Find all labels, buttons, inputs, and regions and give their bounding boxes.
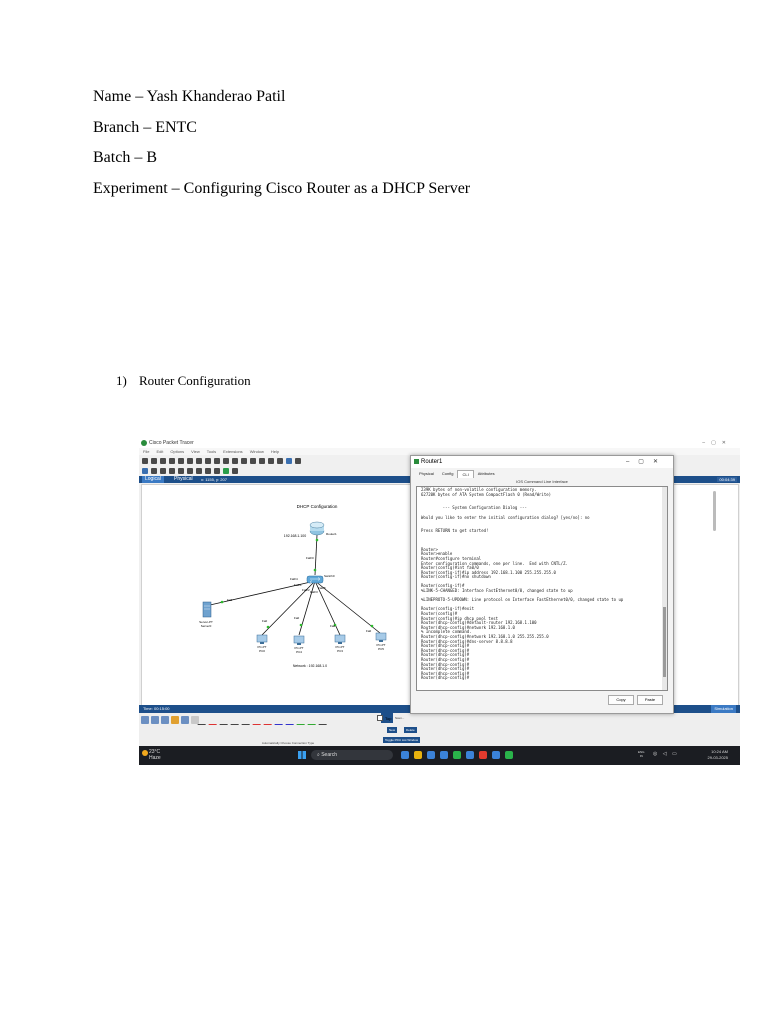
cluster-icon[interactable]: [286, 458, 292, 464]
zoom-reset-icon[interactable]: [241, 458, 247, 464]
add-simple-pdu-icon[interactable]: [223, 468, 229, 474]
pc5-port-label: Fa0: [366, 629, 372, 633]
experiment-line: Experiment – Configuring Cisco Router as a DHCP Server: [93, 180, 471, 197]
windows-taskbar: [139, 746, 740, 765]
toggle-pdu-list-button[interactable]: Toggle PDU List Window: [385, 738, 419, 742]
delete-scenario-button[interactable]: Delete: [406, 728, 415, 732]
pc3-name-label: PC3: [337, 649, 343, 653]
copy-button[interactable]: Copy: [608, 695, 634, 705]
save-as-icon[interactable]: [169, 458, 175, 464]
tab-physical[interactable]: Physical: [174, 476, 193, 482]
pc4-port-label: Fa0: [294, 616, 300, 620]
cli-scroll-thumb[interactable]: [663, 607, 666, 677]
secondary-toolbar: [139, 466, 412, 475]
new-file-icon[interactable]: [142, 458, 148, 464]
switch-port-label-fa04: Fa0/4: [290, 577, 298, 581]
switch-name-label: Switch0: [324, 574, 335, 578]
cli-output: 239K bytes of non-volatile configuration memory. 62720K bytes of ATA System CompactFlash 0 (Read/Write) --- System Configuration Dialog --- Would you like to enter the initial configuration dialog? [yes/no]: no Press RETURN to get started! Router> Router>enable Router#configure terminal Enter configuration commands, one per line. End with CNTL/Z. Router(config)#int fa0/0 Router(config-if)#ip address 192.168.1.100 255.255.255.0 Router(config-if)#no shutdown Router(config-if)# %LINK-5-CHANGED: Interface FastEthernet0/0, changed state to up %LINEPROTO-5-UPDOWN: Line protocol on Interface FastEthernet0/0, changed state to up Router(config-if)#exit Router(config)# Router(config)#ip dhcp pool test Router(dhcp-config)#default-router 192.168.1.100 Router(dhcp-config)#network 192.168.1.0 % Incomplete command. Router(dhcp-config)#network 192.168.1.0 255.255.255.0 Router(dhcp-config)#dns-server 8.8.8.8 Router(dhcp-config)# Router(dhcp-config)# Router(dhcp-config)# Router(dhcp-config)# Router(dhcp-config)# Router(dhcp-config)# Router(dhcp-config)# Router(dhcp-config)#: [421, 487, 624, 681]
pc3-type-label: PC-PT: [335, 645, 345, 649]
taskbar-search-label: Search: [321, 752, 338, 758]
connection-type-label: Automatically Choose Connection Type: [261, 741, 315, 745]
taskbar-search-box[interactable]: [311, 750, 393, 760]
freeform-icon[interactable]: [214, 468, 220, 474]
menu-options[interactable]: Options: [170, 449, 185, 454]
clock-date: 29-03-2025: [707, 755, 728, 760]
custom-device-icon[interactable]: [268, 458, 274, 464]
lang-bottom: IN: [639, 754, 643, 758]
tab-config[interactable]: Config: [441, 471, 454, 476]
physical-coords: x: 1155, y: 207: [201, 477, 227, 482]
router-ip-label: 192.168.1.100: [283, 534, 307, 538]
router-icon[interactable]: [310, 522, 324, 535]
windows-start-icon[interactable]: [298, 751, 306, 759]
menu-help[interactable]: Help: [270, 449, 280, 454]
save-icon[interactable]: [160, 458, 166, 464]
server-port-label: Fa0: [227, 598, 233, 602]
switch-port-label-fa05: Fa0/5: [318, 586, 326, 590]
open-file-icon[interactable]: [151, 458, 157, 464]
switch-port-label-fa03: Fa0/3: [310, 590, 318, 594]
router-window-tabs: [415, 470, 499, 478]
simulation-mode-button[interactable]: Simulation: [711, 705, 736, 713]
copy-icon[interactable]: [196, 458, 202, 464]
pc0-type-label: PC-PT: [257, 645, 267, 649]
menu-edit[interactable]: Edit: [156, 449, 164, 454]
connections-icon[interactable]: [171, 716, 179, 724]
name-line: Name – Yash Khanderao Patil: [93, 88, 286, 105]
pt-menu-bar: [139, 448, 740, 455]
inspect-icon[interactable]: [151, 468, 157, 474]
weather-temp: 23°C: [149, 749, 161, 755]
pc0-port-label: Fa0: [262, 619, 268, 623]
router-name-label: Router1: [326, 532, 337, 536]
language-indicator[interactable]: [638, 750, 645, 758]
packet-tracer-logo-icon: [141, 440, 147, 446]
delete-icon[interactable]: [160, 468, 166, 474]
scenario-label: Scen...: [395, 716, 405, 720]
weather-widget[interactable]: [149, 749, 161, 761]
menu-window[interactable]: Window: [249, 449, 264, 454]
taskbar-apps: [401, 751, 513, 759]
end-devices-icon[interactable]: [151, 716, 159, 724]
note-icon[interactable]: [178, 468, 184, 474]
section-heading: [116, 373, 251, 389]
main-toolbar: [139, 456, 412, 465]
tab-logical[interactable]: Logical: [142, 476, 164, 483]
print-icon[interactable]: [178, 458, 184, 464]
top-checkbox-row[interactable]: [377, 715, 391, 722]
switch-port-label-fa02: Fa0/2: [302, 588, 310, 592]
top-checkbox[interactable]: [377, 715, 383, 721]
router-port-label: Fa0/0: [306, 556, 314, 560]
lang-top: ENG: [638, 750, 645, 754]
pc4-type-label: PC-PT: [294, 646, 304, 650]
task-view-icon[interactable]: [401, 751, 409, 759]
chrome-icon[interactable]: [479, 751, 487, 759]
pc3-port-label: Fa0: [330, 624, 336, 628]
edge-browser-icon[interactable]: [427, 751, 435, 759]
weather-condition: Haze: [149, 755, 161, 761]
device-category-row: [141, 716, 199, 724]
resize-icon[interactable]: [169, 468, 175, 474]
section-title: Router Configuration: [139, 373, 251, 388]
line-icon[interactable]: [187, 468, 193, 474]
photos-icon[interactable]: [492, 751, 500, 759]
top-checkbox-label: Top: [385, 716, 392, 721]
clock-badge: 00:04:39: [719, 477, 735, 482]
branch-line: Branch – ENTC: [93, 119, 197, 136]
server-type-label: Server-PT: [199, 620, 213, 624]
menu-tools[interactable]: Tools: [206, 449, 217, 454]
pc0-name-label: PC0: [259, 649, 265, 653]
router-window-title-bar[interactable]: [411, 456, 673, 468]
misc-icon[interactable]: [181, 716, 189, 724]
tab-physical-device[interactable]: Physical: [419, 471, 434, 476]
pc-icon[interactable]: [335, 635, 345, 644]
redo-icon[interactable]: [223, 458, 229, 464]
add-complex-pdu-icon[interactable]: [232, 468, 238, 474]
tab-attributes[interactable]: Attributes: [477, 471, 495, 476]
new-scenario-button[interactable]: New: [389, 728, 396, 732]
mail-icon[interactable]: [466, 751, 474, 759]
pc-icon[interactable]: [376, 633, 386, 642]
pc5-type-label: PC-PT: [376, 643, 386, 647]
clock-time: 10:24 AM: [711, 749, 728, 754]
server-icon[interactable]: [203, 602, 211, 617]
paste-button[interactable]: Paste: [637, 695, 663, 705]
time-label: Time: 00:15:00: [143, 706, 170, 711]
cli-heading: IOS Command Line Interface: [516, 479, 568, 484]
pc-icon[interactable]: [257, 635, 267, 644]
select-icon[interactable]: [142, 468, 148, 474]
file-explorer-icon[interactable]: [414, 751, 422, 759]
search-icon: ⌕: [317, 752, 322, 758]
menu-view[interactable]: View: [191, 449, 200, 454]
undo-icon[interactable]: [214, 458, 220, 464]
packet-tracer-screenshot: [139, 438, 740, 765]
section-number: 1): [116, 373, 127, 388]
drawing-palette-icon[interactable]: [259, 458, 265, 464]
connection-types-row: [201, 716, 330, 725]
pt-title-bar: [139, 438, 740, 448]
network-devices-icon[interactable]: [141, 716, 149, 724]
system-tray-icons[interactable]: ◎ ◁ ▭: [653, 751, 679, 757]
menu-file[interactable]: File: [143, 449, 150, 454]
pc-icon[interactable]: [294, 636, 304, 645]
workspace-scrollbar[interactable]: [713, 491, 716, 531]
cli-scrollbar[interactable]: [662, 487, 667, 690]
zoom-out-icon[interactable]: [250, 458, 256, 464]
tab-cli[interactable]: CLI: [457, 470, 473, 478]
rectangle-icon[interactable]: [196, 468, 202, 474]
about-icon[interactable]: [295, 458, 301, 464]
weather-sun-icon: [142, 750, 148, 756]
paste-icon[interactable]: [205, 458, 211, 464]
components-icon[interactable]: [161, 716, 169, 724]
window-controls-icon[interactable]: –▢✕: [702, 440, 732, 446]
store-icon[interactable]: [440, 751, 448, 759]
device-panel: [139, 713, 740, 746]
viewport-icon[interactable]: [277, 458, 283, 464]
router-window-title: Router1: [421, 459, 443, 465]
pc5-name-label: PC5: [378, 647, 384, 651]
router-window-icon: [414, 459, 419, 464]
menu-extensions[interactable]: Extensions: [223, 449, 243, 454]
topology-title: DHCP Configuration: [296, 504, 338, 509]
router-window-controls-icon[interactable]: –▢✕: [625, 459, 667, 465]
switch-port-label-fa01: Fa0/1: [294, 583, 302, 587]
server-name-label: Server0: [200, 624, 212, 628]
pc4-name-label: PC4: [296, 650, 302, 654]
network-label: Network : 192.168.1.0: [292, 664, 328, 668]
packet-tracer-taskbar-icon[interactable]: [505, 751, 513, 759]
ellipse-icon[interactable]: [205, 468, 211, 474]
activity-wizard-icon[interactable]: [187, 458, 193, 464]
switch-icon[interactable]: [307, 576, 323, 584]
batch-line: Batch – B: [93, 149, 157, 166]
cli-terminal[interactable]: [416, 486, 668, 691]
pt-app-title: Cisco Packet Tracer: [149, 440, 194, 446]
taskbar-clock[interactable]: [708, 749, 728, 761]
whatsapp-icon[interactable]: [453, 751, 461, 759]
zoom-in-icon[interactable]: [232, 458, 238, 464]
